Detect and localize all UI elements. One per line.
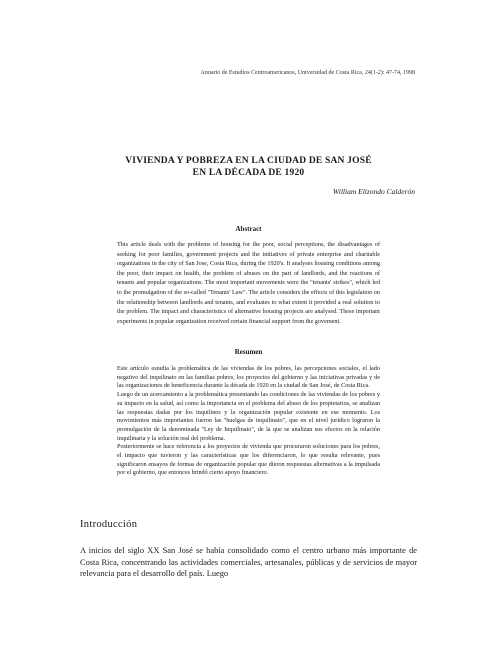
section-heading-introduccion: Introducción (80, 519, 138, 530)
abstract-text: This article deals with the problems of housing for the poor, social perceptions, the disadvantages of seeking for poor families, government projects and the initiatives of private enterprise and charitable organizations in the city of San Jose, Costa Rica, during the 1920's. It analyses housing conditions among the poor, their impact on health, the problem of abuses on the part of landlords, and the reactions of tenants and popular organizations. The most important movements were the "tenants' strikes", which led to the promulgation of the so-called "Tenants' Law". The article considers the effects of this legislation on the relationship between landlords and tenants, and evaluates to what extent it provided a real solution to the problem. The impact and characteristics of alternative housing projects are analysed. These important experiments in popular organization received certain financial support from the govement. (117, 241, 380, 325)
article-title (0, 155, 497, 179)
title-line-1: VIVIENDA Y POBREZA EN LA CIUDAD DE SAN JOSÉ (125, 156, 372, 166)
abstract-heading: Abstract (235, 225, 262, 233)
resumen-paragraph: Este artículo estudia la problemática de las viviendas de los pobres, las percepciones sociales, el lado negativo del inquilinato en las familias pobres, los proyectos del gobierno y las iniciativas privadas y de las organizaciones de beneficencia durante la década de 1920 en la ciudad de San José, de Costa Rica. (117, 365, 380, 390)
resumen-paragraph: Luego de un acercamiento a la problemática presentando las condiciones de las viviendas de los pobres y su impacto en la salud, así como la importancia en el problema del abuso de los propietarios, se analizan las respuestas dadas por los inquilinos y la organización popular existente en ese momento. Los movimientos más importantes fueron las "huelgas de inquilinato", que en el nivel jurídico lograron la promulgación de la denominada "Ley de Inquilinato", de la que se analizan sus efectos en la relación inquilinaria y la solución real del problema. (117, 391, 380, 442)
title-line-2: EN LA DÉCADA DE 1920 (192, 168, 305, 178)
resumen-paragraph: Posteriormente se hace referencia a los proyectos de vivienda que procuraron soluciones para los pobres, el impacto que tuvieron y las características que los diferenciaron, lo que resulta relevante, pues significaron ensayos de formas de organización popular que dieron respuestas alternativas a la impulsada por el gobierno, que entonces brindó cierto apoyo financiero. (117, 443, 380, 477)
resumen-text (117, 365, 380, 478)
resumen-heading: Resumen (234, 348, 263, 356)
journal-citation: Anuario de Estudios Centroamericanos, Universidad de Costa Rica, 24(1-2): 47-74, 1998 (200, 70, 415, 76)
author-name: William Elizondo Calderón (332, 187, 415, 196)
intro-paragraph: A inicios del siglo XX San José se había consolidado como el centro urbano más importante de Costa Rica, concentrando las actividades comerciales, artesanales, públicas y de servicios de mayor relevancia para el desarrollo del país. Luego (80, 546, 417, 579)
